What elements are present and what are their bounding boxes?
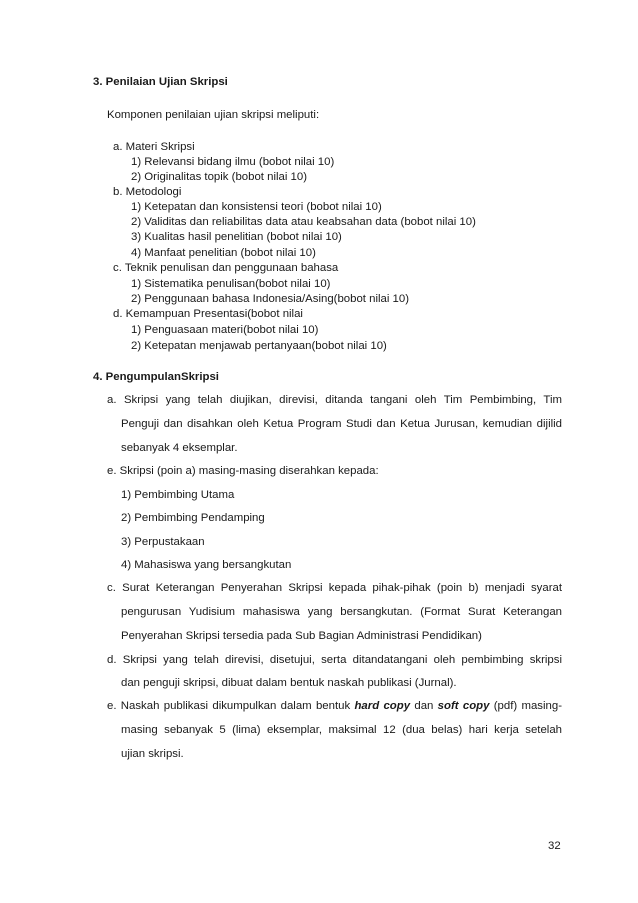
s4-e2-text-pre: e. Naskah publikasi dikumpulkan dalam bentuk	[107, 700, 355, 712]
s4-e1-item-1: 1) Pembimbing Utama	[121, 489, 235, 501]
s4-c-line-3: Penyerahan Skripsi tersedia pada Sub Bagian Administrasi Pendidikan)	[121, 630, 482, 642]
s4-c-line-2: pengurusan Yudisium mahasiswa yang bersangkutan. (Format Surat Keterangan	[121, 606, 562, 618]
section-4-heading: 4. PengumpulanSkripsi	[93, 371, 219, 383]
s4-d-line-1: d. Skripsi yang telah direvisi, disetujui, serta ditandatangani oleh pembimbing skripsi	[107, 654, 562, 666]
s4-e1-item-4: 4) Mahasiswa yang bersangkutan	[121, 559, 292, 571]
item-c-2: 2) Penggunaan bahasa Indonesia/Asing(bobot nilai 10)	[131, 293, 410, 305]
s4-e2-text-mid: dan	[410, 700, 438, 712]
s4-e2-line-2: masing sebanyak 5 (lima) eksemplar, maksimal 12 (dua belas) hari kerja setelah	[121, 724, 562, 736]
s4-d-line-2: dan penguji skripsi, dibuat dalam bentuk naskah publikasi (Jurnal).	[121, 677, 457, 689]
item-b-2: 2) Validitas dan reliabilitas data atau keabsahan data (bobot nilai 10)	[131, 216, 476, 228]
item-a-2: 2) Originalitas topik (bobot nilai 10)	[131, 171, 308, 183]
item-a-label: a. Materi Skripsi	[113, 141, 195, 153]
section-3-intro: Komponen penilaian ujian skripsi meliputi:	[107, 109, 320, 121]
page-number: 32	[548, 840, 561, 852]
item-d-label: d. Kemampuan Presentasi(bobot nilai	[113, 308, 303, 320]
item-d-1: 1) Penguasaan materi(bobot nilai 10)	[131, 324, 319, 336]
item-a-1: 1) Relevansi bidang ilmu (bobot nilai 10)	[131, 156, 335, 168]
s4-e2-text-post: (pdf) masing-	[489, 700, 562, 712]
s4-a-line-1: a. Skripsi yang telah diujikan, direvisi, ditanda tangani oleh Tim Pembimbing, Tim	[107, 394, 562, 406]
s4-a-line-2: Penguji dan disahkan oleh Ketua Program Studi dan Ketua Jurusan, kemudian dijilid	[121, 418, 562, 430]
s4-a-line-3: sebanyak 4 eksemplar.	[121, 442, 238, 454]
item-b-1: 1) Ketepatan dan konsistensi teori (bobot nilai 10)	[131, 201, 382, 213]
s4-e1-item-3: 3) Perpustakaan	[121, 536, 205, 548]
s4-e1-line-1: e. Skripsi (poin a) masing-masing diserahkan kepada:	[107, 465, 379, 477]
s4-e1-item-2: 2) Pembimbing Pendamping	[121, 512, 265, 524]
s4-e2-line-3: ujian skripsi.	[121, 748, 184, 760]
item-b-4: 4) Manfaat penelitian (bobot nilai 10)	[131, 247, 316, 259]
s4-e2-line-1	[107, 699, 562, 713]
s4-c-line-1: c. Surat Keterangan Penyerahan Skripsi kepada pihak-pihak (poin b) menjadi syarat	[107, 582, 562, 594]
item-b-3: 3) Kualitas hasil penelitian (bobot nilai 10)	[131, 231, 342, 243]
item-b-label: b. Metodologi	[113, 186, 182, 198]
item-c-label: c. Teknik penulisan dan penggunaan bahasa	[113, 262, 339, 274]
hard-copy-term: hard copy	[354, 700, 411, 712]
section-3-heading: 3. Penilaian Ujian Skripsi	[93, 76, 228, 88]
item-c-1: 1) Sistematika penulisan(bobot nilai 10)	[131, 278, 331, 290]
item-d-2: 2) Ketepatan menjawab pertanyaan(bobot nilai 10)	[131, 340, 387, 352]
soft-copy-term: soft copy	[437, 700, 490, 712]
